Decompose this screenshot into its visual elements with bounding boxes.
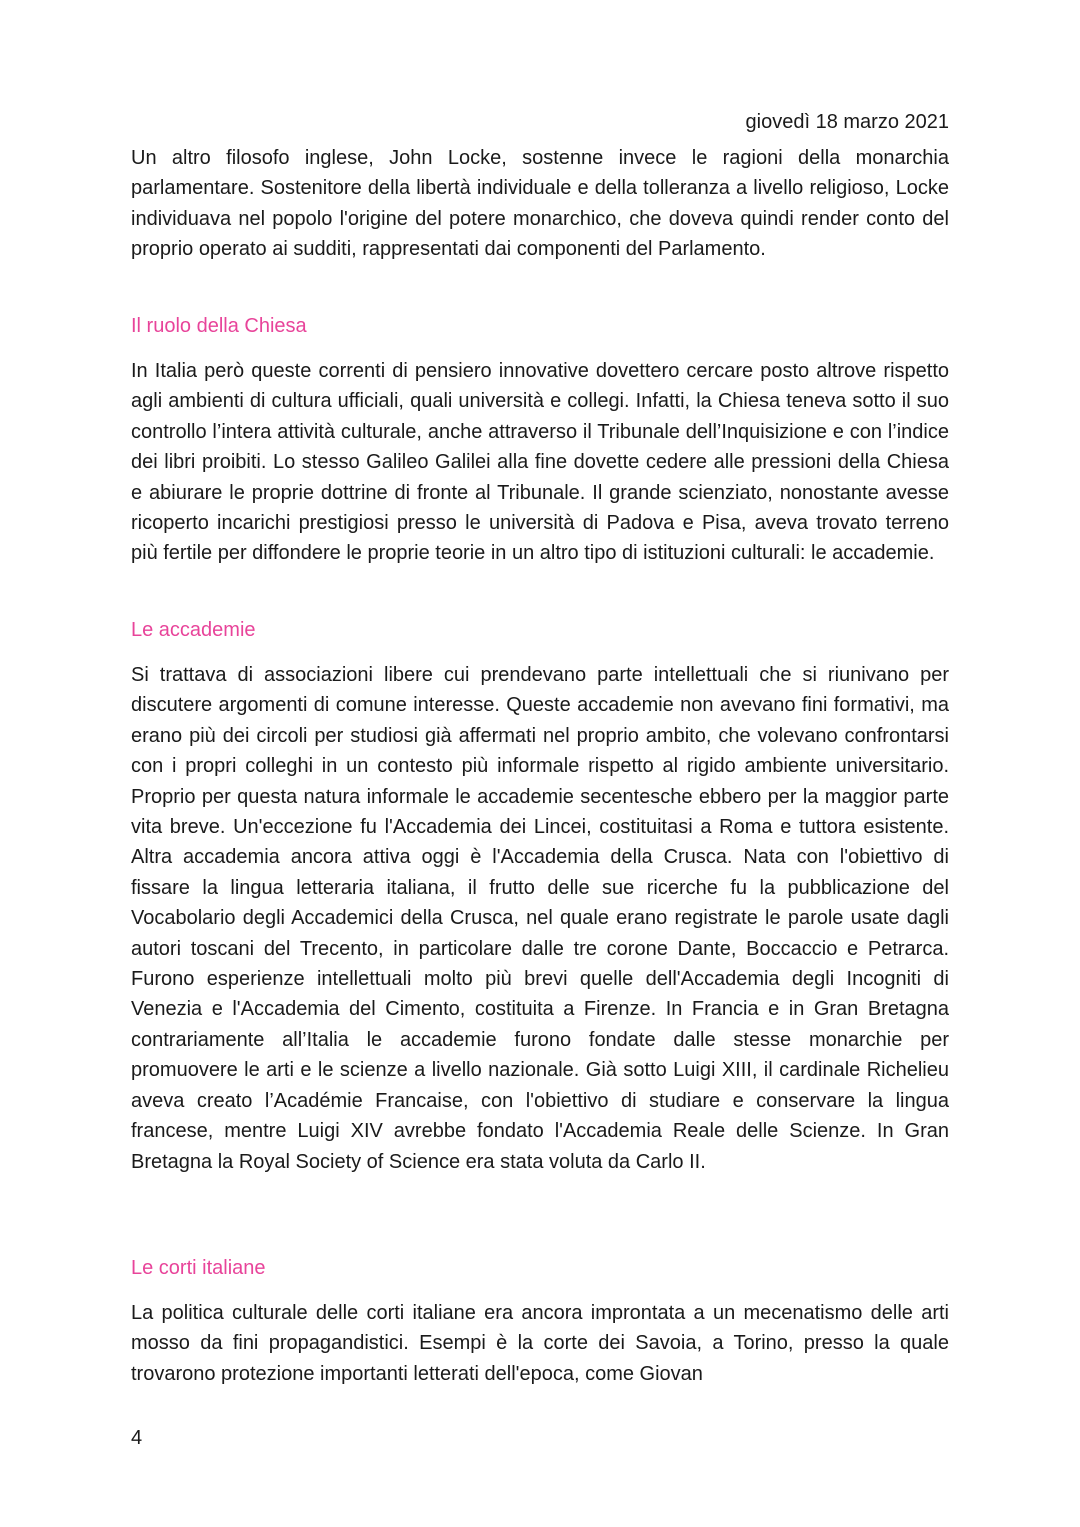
paragraph-accademie: Si trattava di associazioni libere cui prendevano parte intellettuali che si riunivano per discutere argomenti di comune interesse. Queste accademie non avevano fini formativi, ma erano più dei circoli per studiosi già affermati nel proprio ambito, che volevano confrontarsi con i propri colleghi in un contesto più informale rispetto al rigido ambiente universitario. Proprio per questa natura informale le accademie secentesche ebbero per la maggior parte vita breve. Un'eccezione fu l'Accademia dei Lincei, costituitasi a Roma e tuttora esistente. Altra accademia ancora attiva oggi è l'Accademia della Crusca. Nata con l'obiettivo di fissare la lingua letteraria italiana, il frutto delle sue ricerche fu la pubblicazione del Vocabolario degli Accademici della Crusca, nel quale erano registrate le parole usate dagli autori toscani del Trecento, in particolare dalle tre corone Dante, Boccaccio e Petrarca. Furono esperienze intellettuali molto più brevi quelle dell'Accademia degli Incogniti di Venezia e l'Accademia del Cimento, costituita a Firenze. In Francia e in Gran Bretagna contrariamente all’Italia le accademie furono fondate dalle stesse monarchie per promuovere le arti e le scienze a livello nazionale. Già sotto Luigi XIII, il cardinale Richelieu aveva creato l’Académie Francaise, con l'obiettivo di studiare e conservare la lingua francese, mentre Luigi XIV avrebbe fondato l'Accademia Reale delle Scienze. In Gran Bretagna la Royal Society of Science era stata voluta da Carlo II. <box>131 664 949 1173</box>
heading-ruolo-chiesa: Il ruolo della Chiesa <box>131 315 307 337</box>
document-date: giovedì 18 marzo 2021 <box>745 111 949 133</box>
heading-accademie: Le accademie <box>131 619 256 641</box>
paragraph-ruolo-chiesa: In Italia però queste correnti di pensiero innovative dovettero cercare posto altrove rispetto agli ambienti di cultura ufficiali, quali università e collegi. Infatti, la Chiesa teneva sotto il suo controllo l’intera attività culturale, anche attraverso il Tribunale dell’Inquisizione e con l’indice dei libri proibiti. Lo stesso Galileo Galilei alla fine dovette cedere alle pressioni della Chiesa e abiurare le proprie dottrine di fronte al Tribunale. Il grande scienziato, nonostante avesse ricoperto incarichi prestigiosi presso le università di Padova e Pisa, aveva trovato terreno più fertile per diffondere le proprie teorie in un altro tipo di istituzioni culturali: le accademie. <box>131 360 949 565</box>
page-number: 4 <box>131 1427 143 1449</box>
paragraph-corti-italiane: La politica culturale delle corti italiane era ancora improntata a un mecenatismo delle arti mosso da fini propagandistici. Esempi è la corte dei Savoia, a Torino, presso la quale trovarono protezione importanti letterati dell'epoca, come Giovan <box>131 1302 949 1385</box>
heading-corti-italiane: Le corti italiane <box>131 1257 266 1279</box>
paragraph-locke: Un altro filosofo inglese, John Locke, sostenne invece le ragioni della monarchia parlamentare. Sostenitore della libertà individuale e della tolleranza a livello religioso, Locke individuava nel popolo l'origine del potere monarchico, che doveva quindi render conto del proprio operato ai sudditi, rappresentati dai componenti del Parlamento. <box>131 147 949 261</box>
